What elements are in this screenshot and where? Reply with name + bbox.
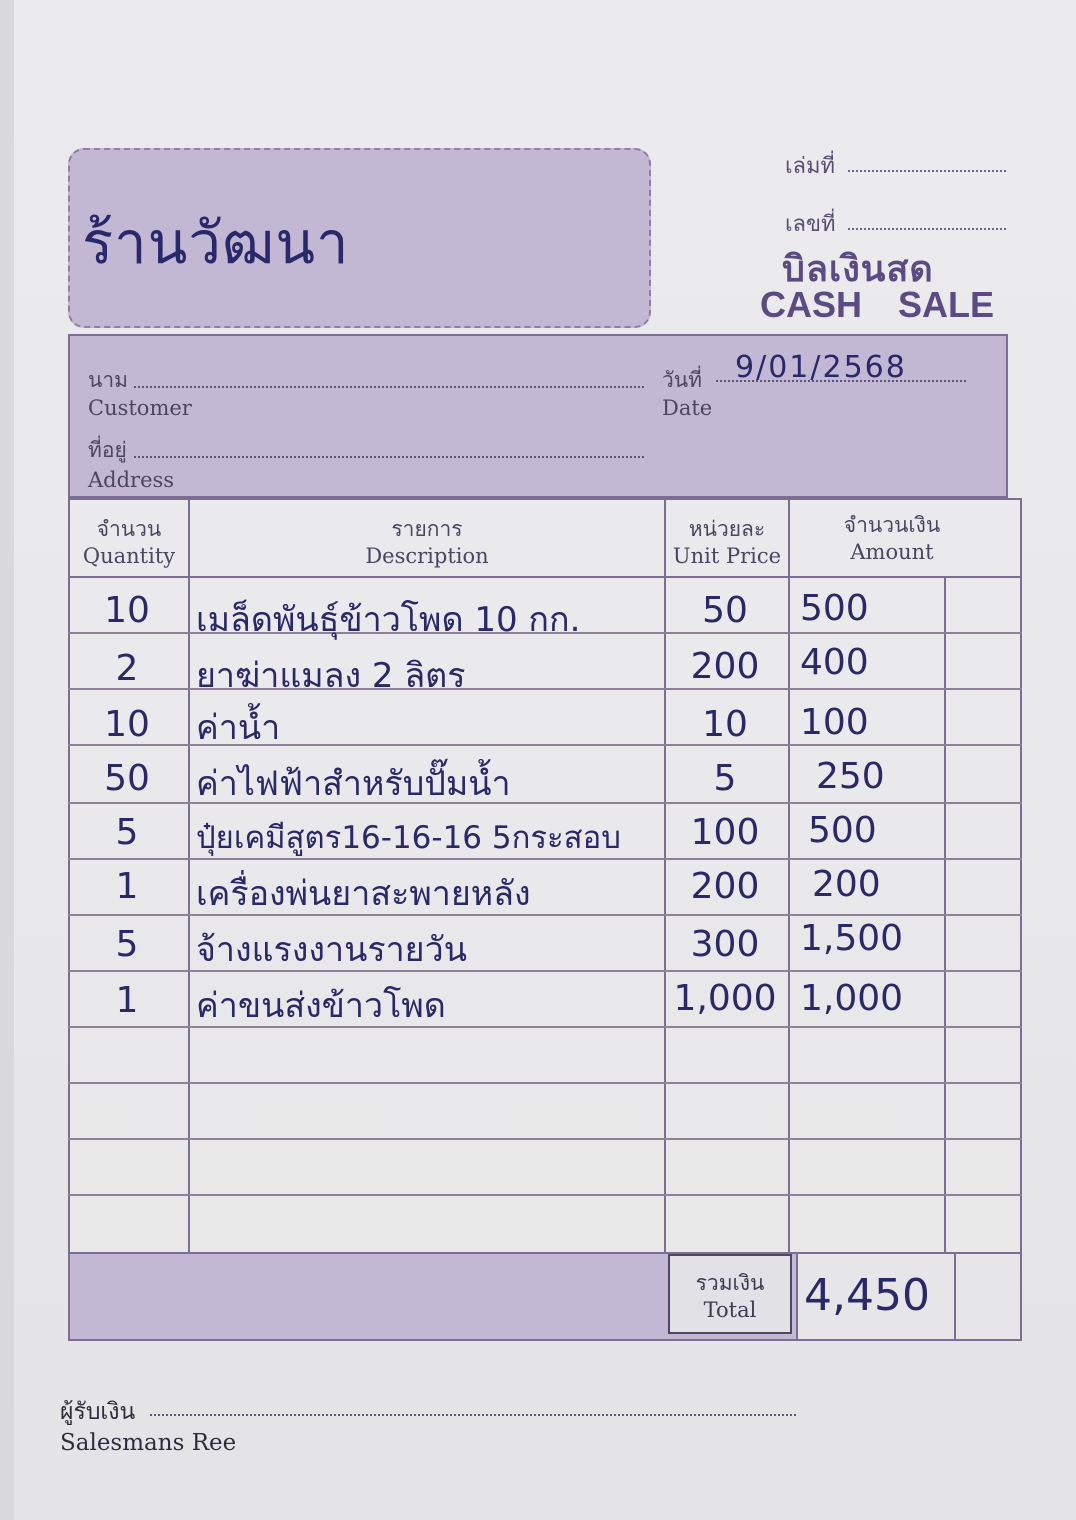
item-description: ค่าขนส่งข้าวโพด [196,986,446,1026]
address-line [134,456,644,458]
item-amount: 1,000 [800,978,904,1019]
total-label-en: Total [703,1298,757,1322]
customer-label-en: Customer [88,396,192,420]
date-label-en: Date [662,396,713,420]
customer-line [134,386,644,388]
quantity-header [70,516,188,570]
item-qty: 10 [104,590,150,631]
description-header-th: รายการ [391,517,463,541]
col-divider [188,498,190,1254]
item-amount: 500 [808,810,877,851]
title-thai: บิลเงินสด [782,248,934,289]
shop-name: ร้านวัฒนา [82,209,350,277]
item-qty: 50 [104,758,150,799]
item-description: เมล็ดพันธุ์ข้าวโพด 10 กก. [196,600,581,640]
item-description: ค่าน้ำ [196,708,281,748]
unit-price-header [666,516,788,570]
volume-label: เล่มที่ [785,154,836,179]
receiver-label-en: Salesmans Ree [60,1430,237,1456]
address-label-th: ที่อยู่ [88,438,127,462]
amount-header-th: จำนวนเงิน [843,513,941,537]
item-qty: 5 [115,812,139,853]
row-line [68,1138,1022,1140]
item-qty: 1 [115,866,139,907]
item-amount: 200 [812,864,881,905]
item-unit-price: 1,000 [673,978,777,1019]
item-description: เครื่องพ่นยาสะพายหลัง [196,874,531,914]
total-blank-cell [954,1254,1020,1339]
item-unit-price: 100 [690,812,760,853]
amount-header [790,512,994,566]
item-qty: 2 [115,648,139,689]
number-line [848,228,1006,230]
title-english: CASH SALE [760,284,995,325]
item-description: ปุ๋ยเคมีสูตร16-16-16 5กระสอบ [196,820,621,856]
item-description: จ้างแรงงานรายวัน [196,930,467,970]
item-unit-price: 50 [702,590,748,631]
item-amount: 400 [800,642,869,683]
header-divider [68,576,1022,578]
date-value: 9/01/2568 [735,350,907,385]
number-label: เลขที่ [785,212,836,237]
item-description: ค่าไฟฟ้าสำหรับปั๊มน้ำ [196,764,511,804]
item-unit-price: 10 [702,704,748,745]
description-header [190,516,664,570]
item-qty: 1 [115,980,139,1021]
item-description: ยาฆ่าแมลง 2 ลิตร [196,656,466,696]
description-header-en: Description [365,544,489,568]
total-label-th: รวมเงิน [695,1271,765,1295]
total-value: 4,450 [804,1270,930,1321]
item-unit-price: 200 [690,866,760,907]
item-amount: 500 [800,588,869,629]
date-label-th: วันที่ [662,368,702,392]
item-unit-price: 5 [713,758,737,799]
total-label-box [668,1254,792,1334]
receiver-line [150,1414,796,1416]
item-amount: 250 [816,756,885,797]
col-divider [944,578,946,1254]
unit-price-header-th: หน่วยละ [688,517,766,541]
row-line [68,1082,1022,1084]
item-amount: 100 [800,702,869,743]
receiver-label-th: ผู้รับเงิน [60,1399,136,1425]
unit-price-header-en: Unit Price [672,544,782,568]
item-qty: 10 [104,704,150,745]
item-amount: 1,500 [800,918,904,959]
item-unit-price: 200 [690,646,760,687]
quantity-header-en: Quantity [82,544,176,568]
quantity-header-th: จำนวน [96,517,162,541]
item-unit-price: 300 [690,924,760,965]
item-qty: 5 [115,924,139,965]
customer-label-th: นาม [88,368,128,392]
address-label-en: Address [88,468,175,492]
col-divider [788,498,790,1254]
volume-line [848,170,1006,172]
amount-header-en: Amount [850,540,934,564]
row-line [68,1194,1022,1196]
